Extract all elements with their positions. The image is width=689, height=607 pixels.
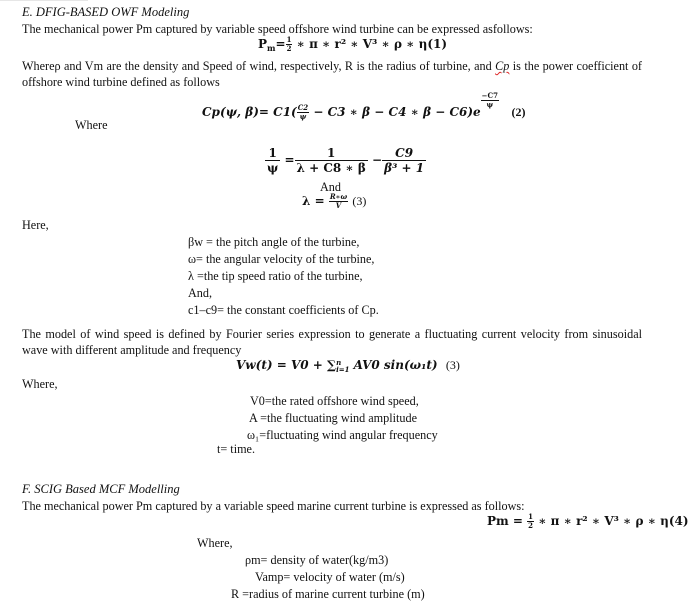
here-label: Here, [22, 218, 49, 232]
definition-item: βw = the pitch angle of the turbine, [188, 235, 360, 249]
water-definitions-list [231, 552, 425, 603]
section-f-heading: F. SCIG Based MCF Modelling [22, 482, 180, 496]
equation-3: λ = $\frac{R∗\omega}{V}$ (3) [302, 192, 367, 210]
sum-limits: n i=1 [336, 357, 350, 374]
and-label: And [320, 180, 341, 194]
section-f-where-label: Where, [197, 536, 233, 550]
eq1-lhs-sub: m [267, 43, 276, 53]
definition-item: V0=the rated offshore wind speed, [250, 394, 419, 408]
eq2-exponent: $\frac{-C7}{\psi}$ [481, 91, 498, 109]
section-e-where-paragraph: Whereρ and Vm are the density and Speed of wind, respectively, R is the radius of turbine, and Cp is the power coefficient of offshore wind turbine defined as follows [22, 59, 642, 89]
where2-label: Where, [22, 377, 58, 391]
equation-2: Cp(ψ, β)= C1( $\frac{C2}{\psi}$ − C3 ∗ β − C4 ∗ β − C6)e $\frac{-C7}{\psi}$ (2) [202, 91, 526, 121]
equation-1: $P_m=$ $\frac{1}{2}$ ∗ π ∗ r² ∗ V³ ∗ ρ ∗ η(1) [258, 35, 448, 53]
eq3-fraction: $\frac{R∗\omega}{V}$ [329, 192, 348, 210]
definition-item: ω₁=fluctuating wind angular frequency [247, 428, 438, 442]
eq1-lhs: P [258, 37, 268, 51]
definition-item: Vamp= velocity of water (m/s) [255, 570, 405, 584]
equation-wind-speed: Vw(t) = V0 + ∑ n i=1 AV0 sin(ω₁t) (3) [236, 357, 460, 374]
eq4-half-fraction: $\frac{1}{2}$ [528, 512, 534, 530]
eq1-rhs: π ∗ r² ∗ V³ ∗ ρ ∗ η(1) [309, 37, 448, 51]
definition-item: R =radius of marine current turbine (m) [231, 587, 425, 601]
time-definition: t= time. [217, 442, 256, 456]
cp-symbol-misspelled: Cp [495, 59, 510, 73]
definition-item: And, [188, 286, 213, 300]
section-e-intro: The mechanical power Pm captured by variable speed offshore wind turbine can be expressed asfollows: [22, 22, 533, 36]
definition-item: λ =the tip speed ratio of the turbine, [188, 269, 363, 283]
psi-term2-fraction: $\frac{C9}{\text{β³ + 1}}$ [384, 146, 425, 175]
turbine-definitions-list [188, 234, 379, 319]
wind-definitions-list [247, 393, 438, 444]
definition-item: A =the fluctuating wind amplitude [249, 411, 417, 425]
section-e-heading: E. DFIG-BASED OWF Modeling [22, 5, 190, 19]
eq1-half-fraction: $\frac{1}{2}$ [286, 35, 292, 53]
equation-4: Pm = $\frac{1}{2}$ ∗ π ∗ r² ∗ V³ ∗ ρ ∗ η(4) [487, 512, 689, 530]
section-f-intro: The mechanical power Pm captured by a variable speed marine current turbine is expressed as follows: [22, 499, 525, 513]
page-edge-mark [0, 0, 88, 1]
psi-term1-fraction: $\frac{1}{\lambda + C8 ∗ \beta}$ [296, 146, 366, 175]
definition-item: c1–c9= the constant coefficients of Cp. [188, 303, 379, 317]
eq2-fraction: $\frac{C2}{\psi}$ [297, 103, 309, 121]
definition-item: ρm= density of water(kg/m3) [245, 553, 389, 567]
equation-psi: $\frac{1}{\psi}$ = $\frac{1}{\lambda + C8 ∗ \beta}$ − $\frac{C9}{\text{β³ + 1}}$ [267, 146, 425, 175]
definition-item: ω= the angular velocity of the turbine, [188, 252, 375, 266]
where-label: Where [75, 118, 108, 132]
psi-lhs-fraction: $\frac{1}{\psi}$ [267, 146, 279, 175]
wind-model-paragraph: The model of wind speed is defined by Fourier series expression to generate a fluctuating current velocity from sinusoidal wave with different amplitude and frequency [22, 327, 642, 357]
